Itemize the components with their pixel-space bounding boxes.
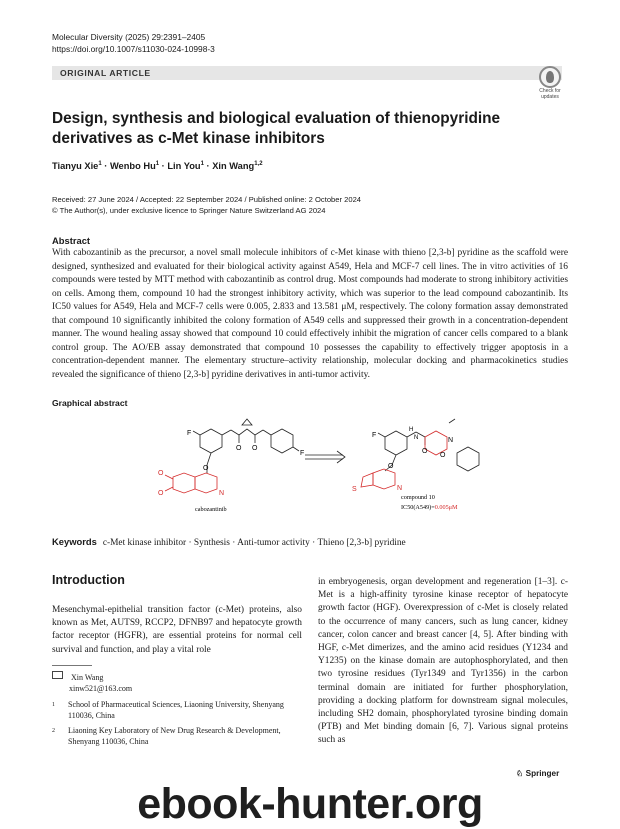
footnote-rule	[52, 665, 92, 666]
check-updates-icon	[539, 66, 561, 88]
atom-label: O	[158, 470, 164, 477]
introduction-left-column: Mesenchymal-epithelial transition factor (c-Met) proteins, also known as Met, AUTS9, RCCP2, DFNB97 and hepatocyte growth factor receptor (HGFR), are essential proteins for normal cell survival and function, and play a vital role	[52, 605, 302, 655]
keywords	[52, 536, 406, 548]
transformation-arrow	[305, 451, 345, 463]
introduction-heading: Introduction	[52, 573, 125, 587]
author[interactable]: Wenbo Hu$^1$	[109, 161, 160, 172]
cabozantinib-label: cabozantinib	[195, 506, 227, 513]
author[interactable]: Lin You$^1$	[167, 161, 204, 172]
check-updates-label: Check for updates	[539, 88, 561, 100]
graphical-abstract-heading: Graphical abstract	[52, 398, 128, 408]
atom-label: N	[219, 490, 225, 497]
atom-label: O	[422, 448, 428, 455]
atom-label: S	[352, 486, 357, 493]
article-type: ORIGINAL ARTICLE	[60, 68, 151, 78]
envelope-icon	[52, 671, 63, 679]
abstract-text: With cabozantinib as the precursor, a novel small molecule inhibitors of c-Met kinase with thieno [2,3-b] pyridine as the scaffold were designed, synthesized and evaluated for their biological activity against A549, Hela and MCF-7 cell lines. The in vitro activities of 16 compounds were tested by MTT method with cabozantinib as control drug. Most compounds had moderate to strong inhibitory activities on cells. Among them, compound 10 had the strongest inhibitory activity, which was superior to the lead compound cabozantinib. Its IC50 values for A549, Hela and MCF-7 cells were 0.005, 2.833 and 13.581 μM, respectively. The colony formation assay demonstrated that compound 10 significantly inhibited the colony formation of A549 cells and suppressed their growth in a concentration-dependent manner. The wound healing assay showed that compound 10 could effectively inhibit the migration of cancer cells compared to a blank control group. The AO/EB assay demonstrated that compound 10 possesses the capability to effectively trigger apoptosis in a concentration-dependent manner. The elementary structure–activity relationship, molecular docking and pharmacokinetics studies revealed the significance of thieno [2,3-b] pyridine derivatives in anti-tumor activity.	[52, 248, 568, 380]
ic50-readout: IC50(A549)=0.005μM	[401, 504, 458, 511]
atom-label: O	[440, 452, 446, 459]
introduction-right-column: in embryogenesis, organ development and regeneration [1–3]. c-Met is a high-affinity tyrosine kinase receptor of hepatocyte growth factor (HGF). Overexpression of c-Met is closely related to the occurrence of many cancers, such as lung cancer, kidney cancer, colon cancer and breast cancer [4, 5]. After binding with HGF, c-Met dimerizes, and the amino acid residues (Y1234 and Y1235) on the kinase domain are autophosphorylated, and then two tyrosine residues (Tyr1349 and Tyr1356) in the carbon terminal domain are initiated for further phosphorylation, providing a docking platform for downstream signal molecules, including SH2 domain, phosphorylated tyrosine binding domain (PTB) and Met binding domain [6, 7]. Various signal proteins such as	[318, 577, 568, 746]
journal-citation: Molecular Diversity (2025) 29:2391–2405	[52, 32, 206, 42]
check-for-updates-button[interactable]	[535, 66, 565, 100]
publication-dates	[52, 194, 361, 216]
copyright: © The Author(s), under exclusive licence to Springer Nature Switzerland AG 2024	[52, 206, 326, 215]
affiliation-text: Liaoning Key Laboratory of New Drug Research & Development, Shenyang 110036, China	[68, 726, 281, 746]
affiliation	[52, 726, 302, 747]
contact-name: Xin Wang	[71, 673, 104, 682]
atom-label: O	[388, 463, 394, 470]
atom-label: F	[372, 432, 377, 439]
quinoline-core	[165, 473, 217, 493]
cabozantinib-structure	[193, 419, 299, 473]
atom-label: N	[397, 485, 403, 492]
article-title: Design, synthesis and biological evaluation of thienopyridine derivatives as c-Met kinase inhibitors	[52, 110, 501, 147]
publisher-logo: ♘ Springer	[516, 769, 560, 778]
keywords-text: c-Met kinase inhibitor · Synthesis · Anti-tumor activity · Thieno [2,3-b] pyridine	[102, 538, 406, 548]
atom-label: N	[414, 435, 419, 441]
contact-email[interactable]: xinw521@163.com	[69, 683, 133, 693]
affiliation-number: 2	[52, 728, 55, 734]
atom-label: N	[448, 437, 454, 444]
author[interactable]: Xin Wang$^{1,2}$	[212, 161, 263, 172]
graphical-abstract-figure	[135, 415, 485, 527]
keywords-label: Keywords	[52, 536, 97, 547]
affiliation	[52, 700, 302, 721]
atom-label: O	[158, 490, 164, 497]
atom-label: O	[236, 445, 242, 452]
affiliation-number: 1	[52, 702, 55, 708]
watermark: ebook-hunter.org	[137, 780, 483, 828]
journal-header	[52, 32, 215, 55]
abstract-heading: Abstract	[52, 235, 91, 246]
corresponding-author	[52, 671, 132, 694]
author-list: Tianyu Xie$^1$ · Wenbo $Hu^1$ · Lin You$^1$ · Xin Wang$^{1,2}$	[52, 161, 263, 172]
doi-link[interactable]: https://doi.org/10.1007/s11030-024-10998-3	[52, 43, 215, 54]
author[interactable]: Tianyu Xie$^1$	[52, 161, 102, 172]
atom-label: O	[252, 445, 258, 452]
compound-10-label: compound 10	[401, 494, 435, 501]
springer-horse-icon: ♘	[516, 769, 526, 778]
atom-label: O	[203, 465, 209, 472]
affiliation-text: School of Pharmaceutical Sciences, Liaoning University, Shenyang 110036, China	[68, 700, 284, 720]
atom-label: F	[300, 450, 305, 457]
atom-label: H	[409, 427, 414, 433]
date-history: Received: 27 June 2024 / Accepted: 22 September 2024 / Published online: 2 October 2024	[52, 195, 362, 204]
atom-label: F	[187, 430, 192, 437]
article-type-bar	[52, 66, 562, 80]
thienopyridine-core	[361, 469, 395, 489]
